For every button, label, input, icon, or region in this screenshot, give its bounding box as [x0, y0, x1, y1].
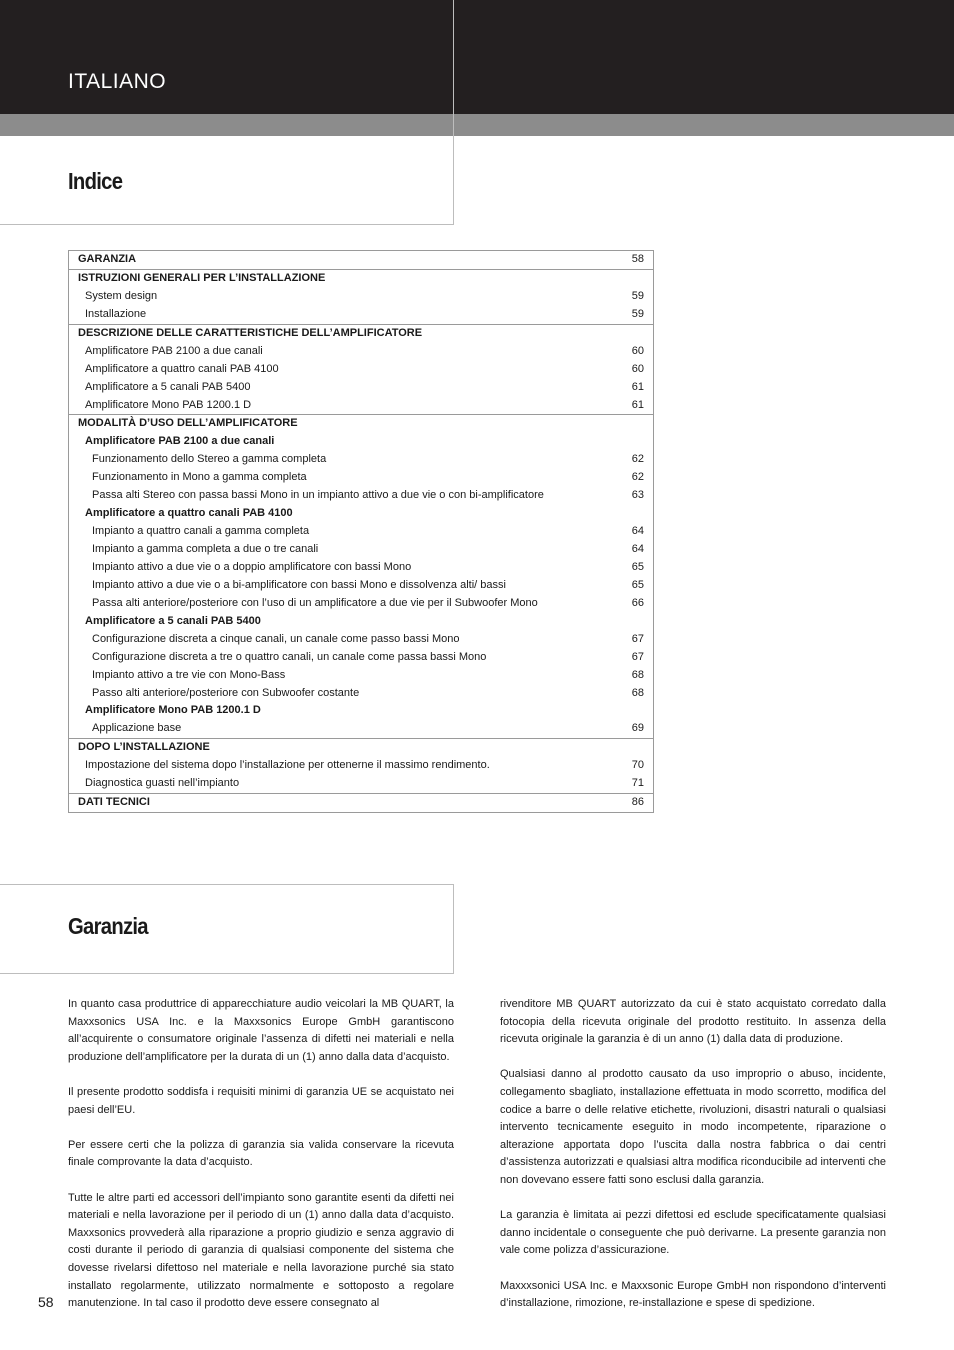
toc-group [69, 414, 653, 738]
toc-entry-label: Amplificatore a quattro canali PAB 4100 [85, 362, 279, 375]
toc-row[interactable] [69, 559, 653, 577]
toc-row[interactable] [69, 288, 653, 306]
toc-entry-label: Impostazione del sistema dopo l’installazione per ottenerne il massimo rendimento. [85, 759, 490, 772]
toc-page-number: 68 [631, 686, 644, 699]
toc-entry-label: Impianto attivo a due vie o a bi-amplificatore con bassi Mono e dissolvenza alti/ bassi [92, 578, 506, 591]
toc-row[interactable] [69, 667, 653, 685]
toc-entry-label: Funzionamento dello Stereo a gamma completa [92, 453, 327, 466]
toc-entry-label: Impianto attivo a due vie o a doppio amplificatore con bassi Mono [92, 560, 412, 573]
toc-row[interactable] [69, 451, 653, 469]
header-band [0, 0, 954, 114]
toc-row[interactable] [69, 541, 653, 559]
toc-page-number: 59 [631, 289, 644, 302]
toc-page-number: 67 [631, 632, 644, 645]
toc-page-number: 66 [631, 596, 644, 609]
toc-row[interactable] [69, 415, 653, 433]
toc-row[interactable] [69, 325, 653, 343]
page-number: 58 [38, 1294, 54, 1310]
toc-row[interactable] [69, 343, 653, 361]
warranty-paragraph: Tutte le altre parti ed accessori dell’impianto sono garantite esenti da difetti nei materiali e nella lavorazione per il periodo di un (1) anno dalla data d’acquisto. Maxxsonics provvederà alla riparazione a proprio giudizio e senza aggravio di costi durante il periodo di garanzia di qualsiasi componente del sistema che dovesse rivelarsi difettoso nel materiale e nella lavorazione purché sia stato installato regolarmente, utilizzato normalmente e sottoposto a regolare manutenzione. In tal caso il prodotto deve essere consegnato al [68, 1191, 454, 1310]
toc-page-number: 71 [631, 777, 644, 790]
warranty-paragraph: rivenditore MB QUART autorizzato da cui è stato acquistato corredato dalla fotocopia della ricevuta originale del prodotto restituito. In assenza della ricevuta originale la garanzia è di un anno (1) dalla data di produzione. [500, 998, 886, 1046]
toc-entry-label: MODALITÀ D’USO DELL’AMPLIFICATORE [78, 417, 298, 430]
toc-row[interactable] [69, 613, 653, 631]
toc-entry-label: Amplificatore Mono PAB 1200.1 D [85, 704, 261, 717]
toc-entry-label: DATI TECNICI [78, 796, 150, 809]
toc-row[interactable] [69, 720, 653, 738]
toc-row[interactable] [69, 469, 653, 487]
toc-page-number: 64 [631, 525, 644, 538]
toc-row[interactable] [69, 487, 653, 505]
toc-row[interactable] [69, 306, 653, 324]
toc-page-number: 60 [631, 362, 644, 375]
toc-page-number: 58 [631, 253, 644, 265]
toc-row[interactable] [69, 775, 653, 793]
header-gray-strip [0, 114, 954, 136]
warranty-heading-box [0, 884, 454, 974]
index-heading-box [0, 136, 454, 225]
toc-entry-label: Passa alti Stereo con passa bassi Mono in un impianto attivo a due vie o con bi-amplificatore [92, 489, 544, 502]
toc-row[interactable] [69, 251, 653, 269]
toc-row[interactable] [69, 685, 653, 703]
toc-group [69, 793, 653, 812]
toc-page-number: 62 [631, 453, 644, 466]
toc-entry-label: System design [85, 289, 158, 302]
toc-entry-label: Passo alti anteriore/posteriore con Subwoofer costante [92, 686, 360, 699]
toc-page-number: 60 [631, 344, 644, 357]
toc-group [69, 269, 653, 324]
toc-page-number: 61 [631, 398, 644, 411]
warranty-column-left [68, 996, 454, 1330]
toc-page-number: 64 [631, 543, 644, 555]
toc-row[interactable] [69, 361, 653, 379]
toc-page-number: 70 [631, 759, 644, 772]
toc-row[interactable] [69, 379, 653, 397]
toc-row[interactable] [69, 270, 653, 288]
toc-entry-label: Applicazione base [92, 722, 182, 735]
toc-entry-label: DESCRIZIONE DELLE CARATTERISTICHE DELL’AMPLIFICATORE [78, 326, 423, 339]
toc-page-number: 62 [631, 471, 644, 484]
toc-page-number: 65 [631, 578, 644, 591]
toc-row[interactable] [69, 631, 653, 649]
toc-row[interactable] [69, 739, 653, 757]
warranty-paragraph: La garanzia è limitata ai pezzi difettosi ed esclude specificatamente qualsiasi danno incidentale o conseguente che può derivarne. La presente garanzia non vale come polizza d’assicurazione. [500, 1209, 886, 1257]
toc-entry-label: GARANZIA [78, 253, 137, 265]
toc-entry-label: Amplificatore PAB 2100 a due canali [85, 435, 275, 448]
toc-row[interactable] [69, 702, 653, 720]
toc-row[interactable] [69, 523, 653, 541]
toc-page-number: 67 [631, 650, 644, 663]
toc-entry-label: Diagnostica guasti nell’impianto [85, 777, 240, 790]
toc-row[interactable] [69, 595, 653, 613]
toc-entry-label: Impianto attivo a tre vie con Mono-Bass [92, 668, 286, 681]
toc-entry-label: Installazione [85, 307, 147, 320]
toc-entry-label: Amplificatore Mono PAB 1200.1 D [85, 398, 252, 411]
toc-row[interactable] [69, 577, 653, 595]
toc-group [69, 251, 653, 269]
toc-entry-label: DOPO L’INSTALLAZIONE [78, 741, 210, 754]
toc-entry-label: Passa alti anteriore/posteriore con l’uso di un amplificatore a due vie per il Subwoofer Mono [92, 596, 538, 609]
toc-entry-label: Amplificatore PAB 2100 a due canali [85, 344, 263, 357]
warranty-title: Garanzia [68, 913, 148, 939]
toc-entry-label: Amplificatore a quattro canali PAB 4100 [85, 507, 293, 520]
toc-row[interactable] [69, 649, 653, 667]
toc-page-number: 69 [631, 722, 644, 735]
toc-page-number: 61 [631, 380, 644, 393]
toc-entry-label: ISTRUZIONI GENERALI PER L’INSTALLAZIONE [78, 271, 326, 284]
warranty-paragraph: Qualsiasi danno al prodotto causato da uso improprio o abuso, incidente, collegamento sbagliato, installazione effettuata in modo scorretto, modifica del codice a barre o delle relative etichette, rivoluzioni, disastri naturali o qualsiasi intervento tecnicamente eseguito in modo incompetente, riparazione o alterazione apportata dopo l’uscita dalla nostra fabbrica o dai centri d’assistenza autorizzati e qualsiasi altra modifica riconducibile ad interventi che non dovevano essere fatti sono esclusi dalla garanzia. [500, 1068, 886, 1186]
warranty-paragraph: Il presente prodotto soddisfa i requisiti minimi di garanzia UE se acquistato nei paesi dell’EU. [68, 1085, 454, 1116]
table-of-contents [68, 250, 654, 813]
toc-page-number: 63 [631, 489, 644, 502]
toc-entry-label: Configurazione discreta a tre o quattro canali, un canale come passa bassi Mono [92, 650, 487, 663]
warranty-paragraph: Maxxxsonici USA Inc. e Maxxsonic Europe GmbH non rispondono d’interventi d’installazione, rimozione, re-installazione e spese di spedizione. [500, 1279, 886, 1310]
toc-page-number: 65 [631, 560, 644, 573]
toc-group [69, 324, 653, 415]
language-label: ITALIANO [68, 70, 167, 93]
toc-page-number: 59 [631, 307, 644, 320]
warranty-column-right [500, 996, 886, 1330]
warranty-paragraph: In quanto casa produttrice di apparecchiature audio veicolari la MB QUART, la Maxxsonics USA Inc. e la Maxxsonics Europe GmbH garantiscono all’acquirente o consumatore originale l’assenza di difetti nei materiali e nella produzione dell’amplificatore per la durata di un (1) anno dalla data d’acquisto. [68, 998, 454, 1063]
toc-entry-label: Impianto a gamma completa a due o tre canali [92, 543, 319, 555]
toc-entry-label: Amplificatore a 5 canali PAB 5400 [85, 614, 261, 627]
toc-row[interactable] [69, 397, 653, 415]
toc-entry-label: Funzionamento in Mono a gamma completa [92, 471, 307, 484]
toc-entry-label: Amplificatore a 5 canali PAB 5400 [85, 380, 251, 393]
toc-row[interactable] [69, 794, 653, 812]
toc-entry-label: Configurazione discreta a cinque canali, un canale come passo bassi Mono [92, 632, 460, 645]
index-title: Indice [68, 168, 123, 194]
toc-entry-label: Impianto a quattro canali a gamma completa [92, 525, 310, 538]
warranty-paragraph: Per essere certi che la polizza di garanzia sia valida conservare la ricevuta finale comprovante la data d’acquisto. [68, 1138, 454, 1169]
toc-group [69, 738, 653, 793]
toc-row[interactable] [69, 505, 653, 523]
toc-row[interactable] [69, 433, 653, 451]
toc-page-number: 86 [631, 796, 644, 809]
toc-row[interactable] [69, 757, 653, 775]
toc-page-number: 68 [631, 668, 644, 681]
